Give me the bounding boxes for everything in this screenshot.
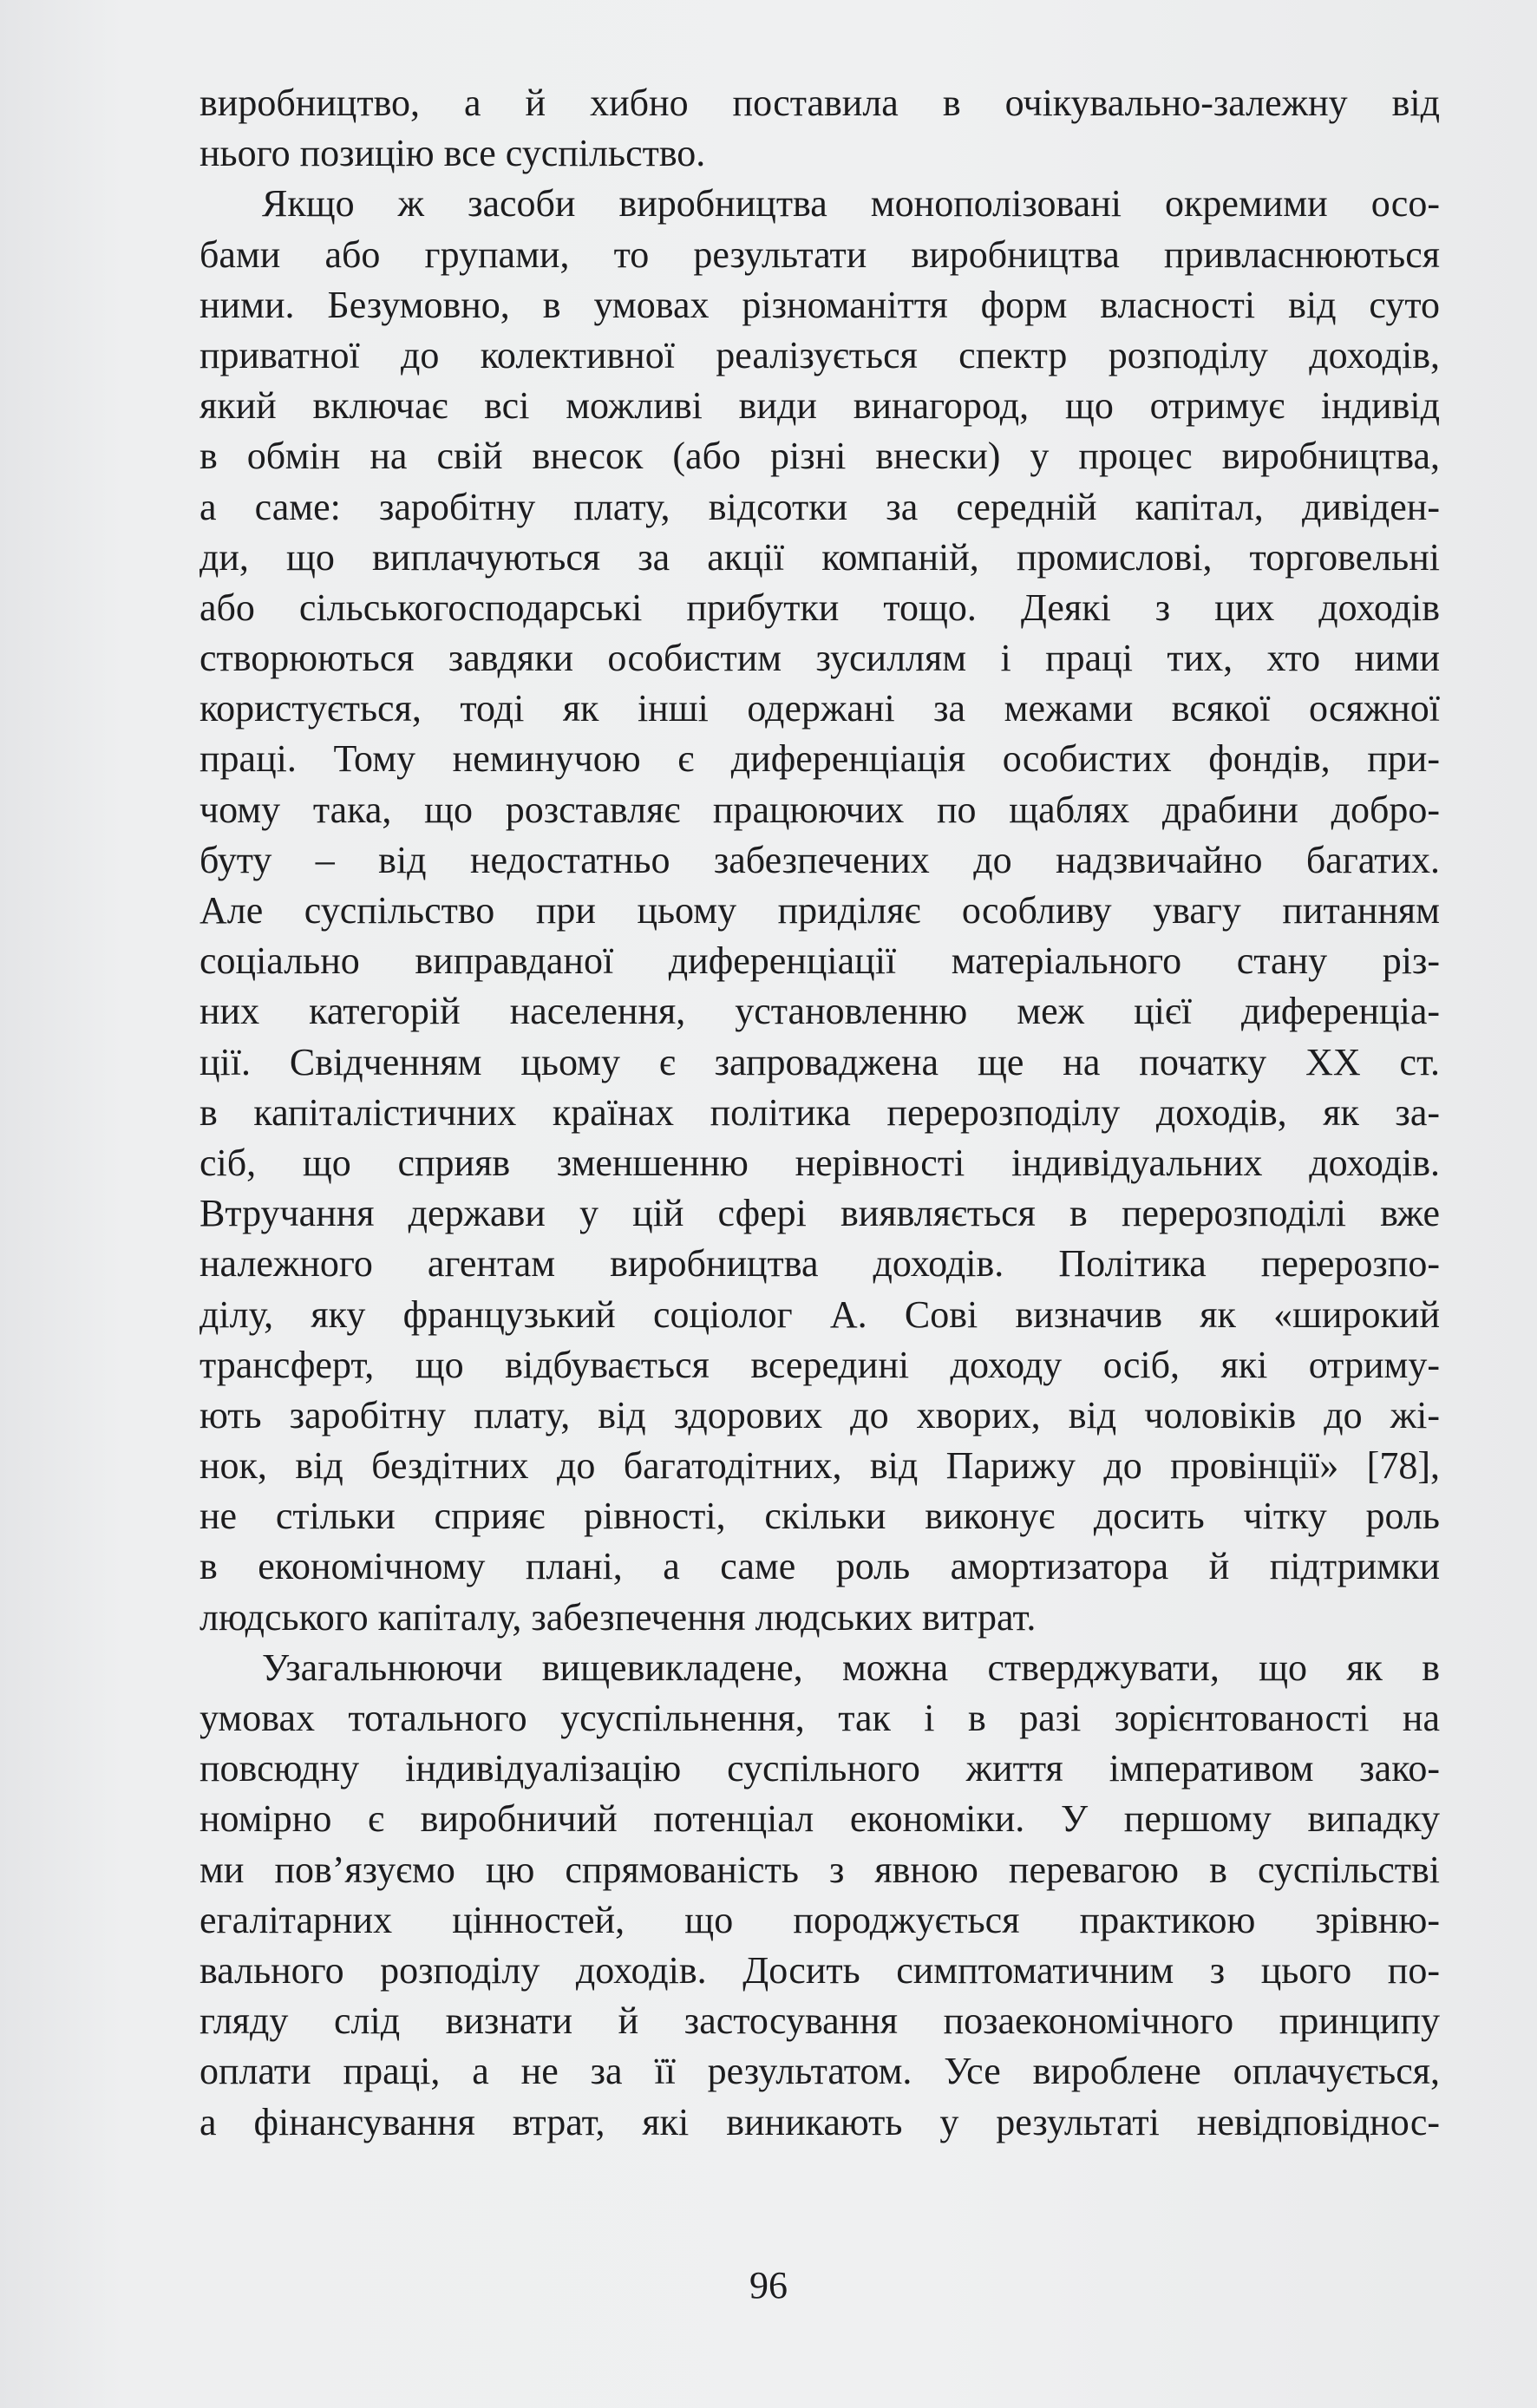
text-line: людського капіталу, забезпечення людських витрат. — [199, 1595, 1037, 1639]
text-line: або сільськогосподарські прибутки тощо. Деякі з цих доходів — [199, 586, 1440, 629]
text-line: номірно є виробничий потенціал економіки. У першому випадку — [199, 1797, 1440, 1841]
text-line: який включає всі можливі види винагород, що отримує індивід — [199, 384, 1440, 428]
text-line: належного агентам виробництва доходів. Політика перерозпо- — [199, 1242, 1440, 1286]
text-line: створюються завдяки особистим зусиллям і праці тих, хто ними — [199, 637, 1440, 680]
text-line: соціально виправданої диференціації матеріального стану різ- — [199, 939, 1440, 983]
text-line: ділу, яку французький соціолог А. Сові визначив як «широкий — [199, 1292, 1440, 1336]
text-line: виробництво, а й хибно поставила в очікувально-залежну від — [199, 82, 1440, 124]
text-line: ди, що виплачуються за акції компаній, промислові, торговельні — [199, 535, 1440, 579]
text-line: праці. Тому неминучою є диференціація особистих фондів, при- — [199, 737, 1440, 781]
text-line: егалітарних цінностей, що породжується практикою зрівню- — [199, 1898, 1440, 1941]
text-line: бами або групами, то результати виробництва привласнюються — [199, 232, 1440, 276]
text-line: а фінансування втрат, які виникають у результаті невідповіднос- — [199, 2100, 1440, 2143]
text-line: них категорій населення, установленню меж цієї диференціа- — [199, 990, 1440, 1033]
text-line: повсюдну індивідуалізацію суспільного життя імперативом зако- — [199, 1747, 1440, 1790]
text-line: оплати праці, а не за її результатом. Усе вироблене оплачується, — [199, 2050, 1440, 2093]
text-line: трансферт, що відбувається всередині доходу осіб, які отриму- — [199, 1343, 1440, 1386]
text-line: ними. Безумовно, в умовах різноманіття форм власності від суто — [199, 283, 1440, 326]
text-line: нок, від бездітних до багатодітних, від Парижу до провінції» [78], — [199, 1444, 1440, 1488]
text-line: в економічному плані, а саме роль амортизатора й підтримки — [199, 1545, 1440, 1588]
text-line: Втручання держави у цій сфері виявляється в перерозподілі вже — [199, 1192, 1440, 1235]
body-text — [199, 78, 1440, 2148]
text-line: сіб, що сприяв зменшенню нерівності індивідуальних доходів. — [199, 1141, 1440, 1184]
text-line: ції. Свідченням цьому є запроваджена ще на початку XX ст. — [199, 1040, 1440, 1083]
text-line: нього позицію все суспільство. — [199, 132, 706, 175]
paragraph-start-line: Якщо ж засоби виробництва монополізовані окремими осо- — [262, 182, 1440, 226]
text-line: буту – від недостатньо забезпечених до надзвичайно багатих. — [199, 838, 1440, 881]
text-line: гляду слід визнати й застосування позаекономічного принципу — [199, 1999, 1440, 2043]
text-line: не стільки сприяє рівності, скільки виконує досить чітку роль — [199, 1495, 1440, 1538]
text-line: в капіталістичних країнах політика перерозподілу доходів, як за- — [199, 1090, 1440, 1134]
text-line: а саме: заробітну плату, відсотки за середній капітал, дивіден- — [199, 485, 1440, 528]
text-line: приватної до колективної реалізується спектр розподілу доходів, — [199, 333, 1440, 376]
page-number: 96 — [749, 2264, 788, 2307]
text-line: в обмін на свій внесок (або різні внески) у процес виробництва, — [199, 435, 1440, 478]
text-line: ють заробітну плату, від здорових до хворих, від чоловіків до жі- — [199, 1393, 1440, 1436]
text-line: ми пов’язуємо цю спрямованість з явною перевагою в суспільстві — [199, 1848, 1440, 1891]
text-line: Але суспільство при цьому приділяє особливу увагу питанням — [199, 889, 1440, 932]
text-line: чому така, що розставляє працюючих по щаблях драбини добро- — [199, 788, 1440, 831]
text-line: умовах тотального усуспільнення, так і в разі зорієнтованості на — [199, 1697, 1440, 1739]
text-line: вального розподілу доходів. Досить симптоматичним з цього по- — [199, 1948, 1440, 1992]
text-line: користується, тоді як інші одержані за межами всякої осяжної — [199, 687, 1440, 730]
paragraph-start-line: Узагальнюючи вищевикладене, можна стверджувати, що як в — [262, 1646, 1440, 1689]
